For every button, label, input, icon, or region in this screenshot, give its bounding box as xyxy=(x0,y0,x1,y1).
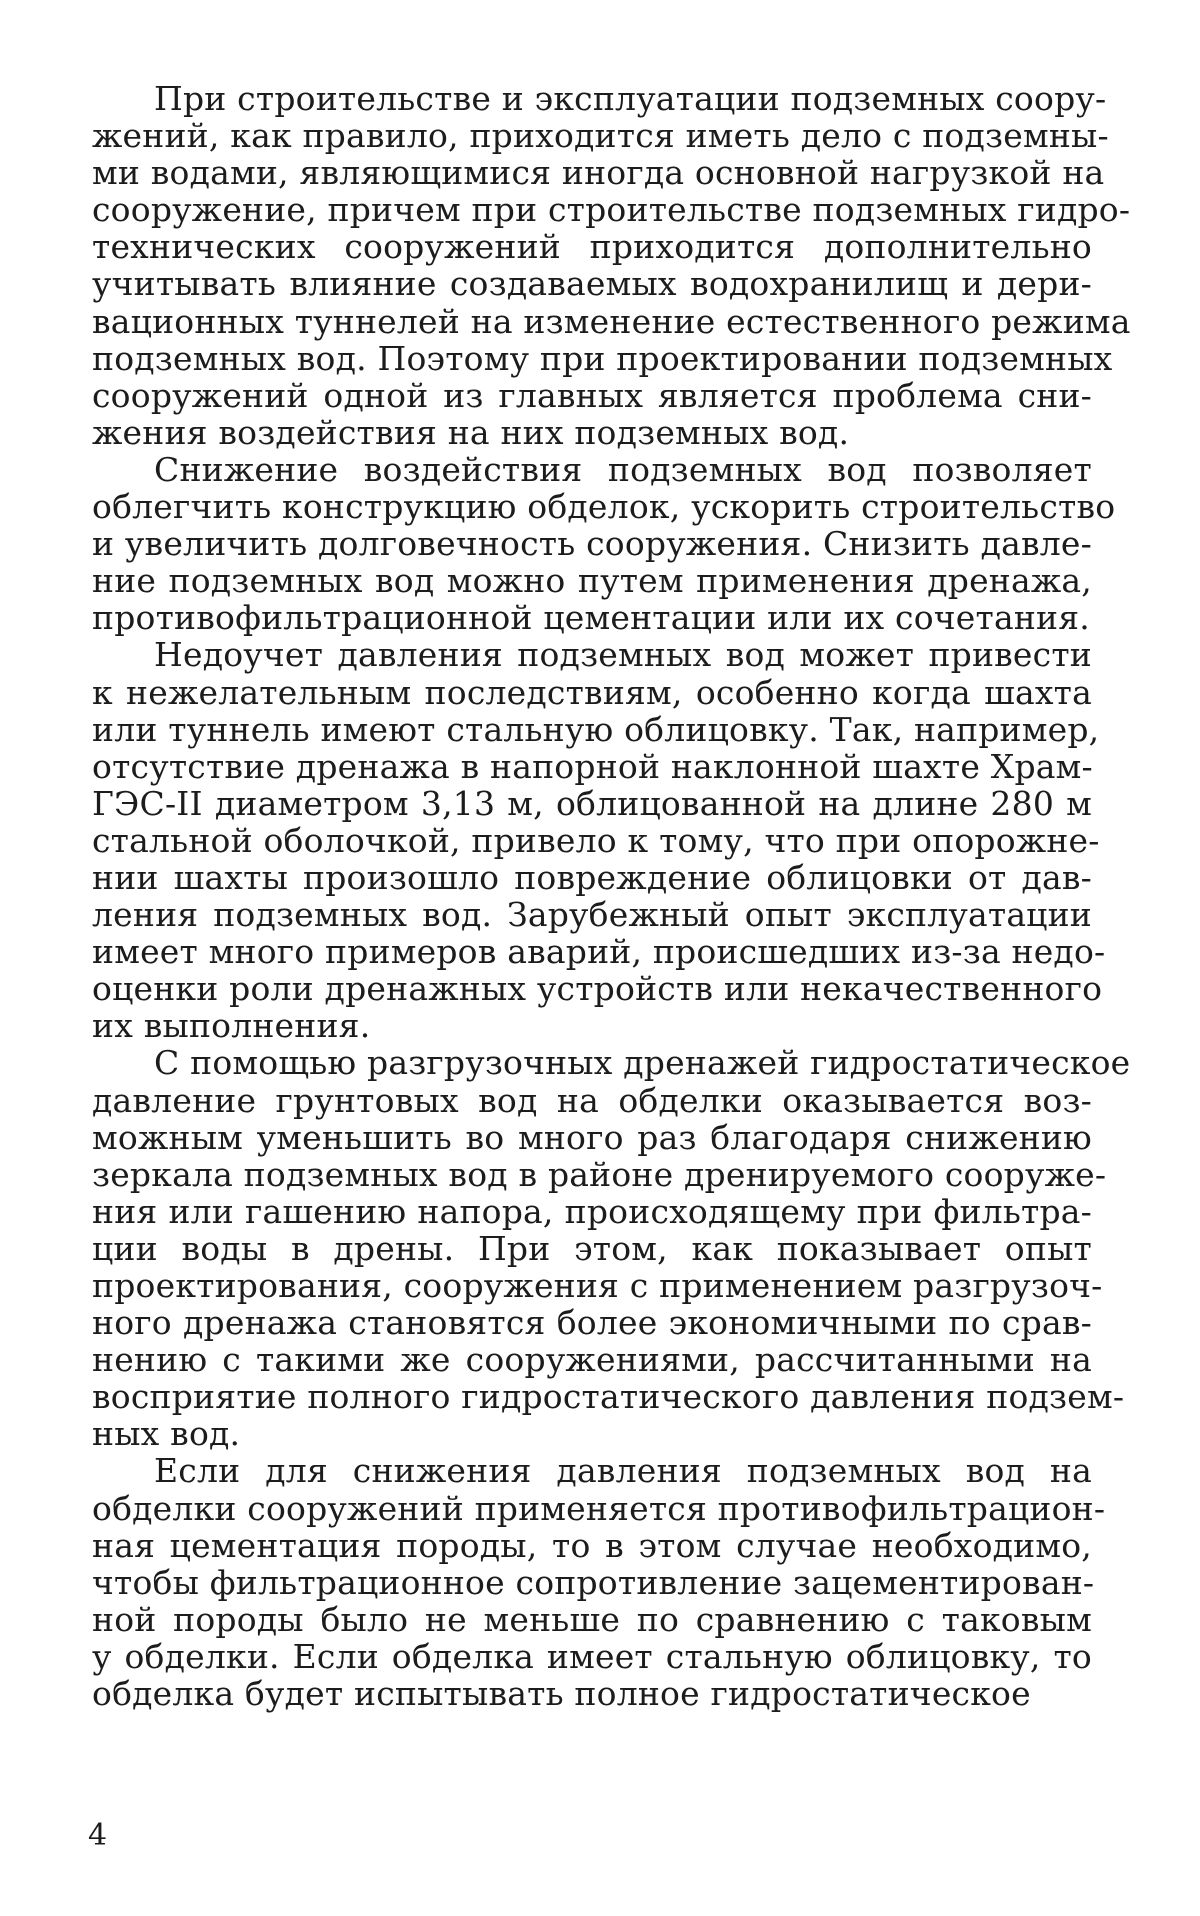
text-line: ная цементация породы, то в этом случае необходимо, xyxy=(92,1525,1092,1565)
text-line: обделка будет испытывать полное гидростатическое xyxy=(92,1674,1031,1714)
page-number: 4 xyxy=(88,1818,108,1853)
text-line: их выполнения. xyxy=(92,1006,371,1046)
text-line: ции воды в дрены. При этом, как показывает опыт xyxy=(92,1228,1092,1268)
text-line: ной породы было не меньше по сравнению с таковым xyxy=(92,1599,1092,1639)
text-line: Снижение воздействия подземных вод позволяет xyxy=(154,449,1092,489)
text-line: и увеличить долговечность сооружения. Снизить давле- xyxy=(92,524,1092,564)
text-line: облегчить конструкцию обделок, ускорить строительство xyxy=(92,487,1116,527)
text-line: можным уменьшить во много раз благодаря снижению xyxy=(92,1117,1092,1157)
text-line: у обделки. Если обделка имеет стальную облицовку, то xyxy=(92,1636,1092,1676)
text-line: оценки роли дренажных устройств или некачественного xyxy=(92,969,1103,1009)
text-line: Недоучет давления подземных вод может привести xyxy=(154,635,1092,675)
text-line: давление грунтовых вод на обделки оказывается воз- xyxy=(92,1080,1092,1120)
text-line: обделки сооружений применяется противофильтрацион- xyxy=(92,1488,1106,1528)
text-line: сооружение, причем при строительстве подземных гидро- xyxy=(92,190,1131,230)
text-line: ГЭС-II диаметром 3,13 м, облицованной на длине 280 м xyxy=(92,783,1092,823)
paragraph xyxy=(92,635,1106,1046)
text-line: вационных туннелей на изменение естественного режима xyxy=(92,301,1131,341)
text-line: учитывать влияние создаваемых водохранилищ и дери- xyxy=(92,264,1092,304)
text-line: технических сооружений приходится дополнительно xyxy=(92,227,1092,267)
text-line: противофильтрационной цементации или их сочетания. xyxy=(92,598,1090,638)
text-line: жения воздействия на них подземных вод. xyxy=(92,412,850,452)
text-line: нии шахты произошло повреждение облицовки от дав- xyxy=(92,857,1092,897)
text-line: ние подземных вод можно путем применения дренажа, xyxy=(92,561,1092,601)
text-line: нению с такими же сооружениями, рассчитанными на xyxy=(92,1340,1092,1380)
text-line: к нежелательным последствиям, особенно когда шахта xyxy=(92,672,1092,712)
text-line: сооружений одной из главных является проблема сни- xyxy=(92,375,1092,415)
text-line: При строительстве и эксплуатации подземных соору- xyxy=(154,79,1107,118)
text-line: ления подземных вод. Зарубежный опыт эксплуатации xyxy=(92,895,1092,935)
text-line: восприятие полного гидростатического давления подзем- xyxy=(92,1377,1125,1417)
paragraph xyxy=(92,449,1116,638)
text-line: зеркала подземных вод в районе дренируемого сооруже- xyxy=(92,1154,1107,1194)
paragraph xyxy=(92,1043,1131,1454)
text-line: проектирования, сооружения с применением разгрузоч- xyxy=(92,1266,1103,1305)
text-line: чтобы фильтрационное сопротивление зацементирован- xyxy=(92,1562,1095,1602)
text-line: ми водами, являющимися иногда основной нагрузкой на xyxy=(92,153,1105,193)
text-line: или туннель имеют стальную облицовку. Так, например, xyxy=(92,709,1100,749)
paragraph xyxy=(92,79,1131,452)
text-line: отсутствие дренажа в напорной наклонной шахте Храм- xyxy=(92,746,1093,786)
text-line: жений, как правило, приходится иметь дело с подземны- xyxy=(92,116,1109,156)
paragraph xyxy=(92,1451,1106,1714)
text-line: стальной оболочкой, привело к тому, что при опорожне- xyxy=(92,820,1100,860)
text-line: ния или гашению напора, происходящему при фильтра- xyxy=(92,1191,1092,1231)
text-line: С помощью разгрузочных дренажей гидростатическое xyxy=(154,1043,1131,1083)
text-line: Если для снижения давления подземных вод на xyxy=(154,1451,1092,1491)
text-line: ных вод. xyxy=(92,1414,241,1454)
text-line: ного дренажа становятся более экономичными по срав- xyxy=(92,1303,1092,1343)
body-text xyxy=(92,79,1131,1714)
text-line: подземных вод. Поэтому при проектировании подземных xyxy=(92,338,1113,378)
text-line: имеет много примеров аварий, происшедших из-за недо- xyxy=(92,932,1106,972)
